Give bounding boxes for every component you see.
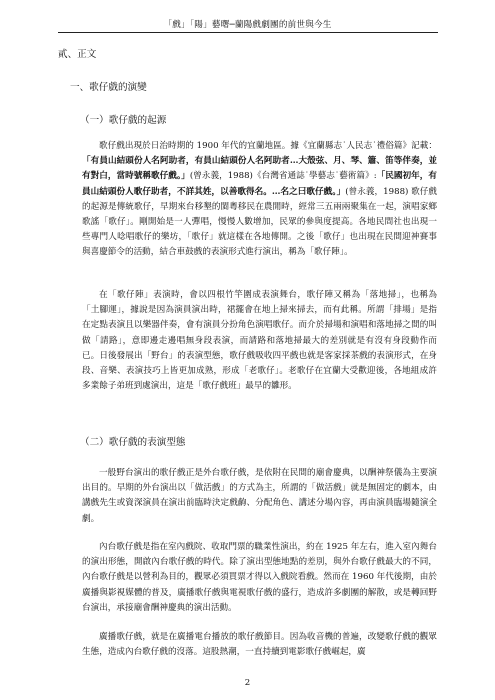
- para1-text-a: 歌仔戲出現於日治時期的 1900 年代的宜蘭地區。據《宜蘭縣志˙人民志˙禮俗篇》記載：: [99, 141, 437, 151]
- part1-heading: （一）歌仔戲的起源: [80, 115, 167, 126]
- page-number: 2: [244, 678, 251, 688]
- subsection-heading: 一、歌仔戲的演變: [70, 82, 147, 93]
- para1-text-c: (曾永義，1988) 歌仔戲的起源是傳統歌仔，早期來台移墾的閩粵移民在農閒時，經常三五兩兩聚集在一起，演唱家鄉歌謠「歌仔」。剛開始是一人彈唱，慢慢人數增加，民眾的參與度提高。各地民間社也出現一些專門人唸唱歌仔的樂坊，「歌仔」就這樣在各地傳開。之後「歌仔」也出現在民間迎神賽事與喜慶節令的活動，結合車鼓戲的表演形式進行演出，稱為「歌仔陣」。: [82, 186, 438, 258]
- para1-quote-2: 「民國初年，有員山結頭份人歌仔助者，不詳其姓，以善歌得名。…名之曰歌仔戲。」: [82, 171, 437, 197]
- section-heading: 貳、正文: [58, 49, 97, 60]
- para1-quote-1: 「有員山結頭份人名阿助者，有員山結頭份人名阿助者…大殼弦、月、琴、簫、笛等伴奏，並有對白，當時號稱歌仔戲。」: [82, 156, 437, 182]
- part1-paragraph-1: [82, 139, 437, 261]
- running-header: 「戲」「陽」藝曙─蘭陽戲劇團的前世與今生: [163, 20, 332, 30]
- part2-paragraph-3: 廣播歌仔戲，就是在廣播電台播放的歌仔戲節目。因為收音機的普遍，改變歌仔戲的觀眾生態，造成內台歌仔戲的沒落。這股熱潮，一直持續到電影歌仔戲崛起，廣: [82, 632, 437, 658]
- part2-heading: （二）歌仔戲的表演型態: [80, 437, 186, 448]
- part1-paragraph-2: 在「歌仔陣」表演時，會以四根竹竿圍成表演舞台，歌仔陣又稱為「落地掃」，也稱為「土腳運」，據說是因為演員演出時，裙擺會在地上掃來掃去，而有此稱。所謂「排場」是指在定點表演且以樂器伴奏，會有演員分扮角色演唱歌仔。而介於掃場和演唱和落地掃之間的叫做「請路」，意即邊走邊唱無身段表演，而請路和落地掃最大的差別就是有沒有身段動作而已。日後發展出「野台」的表演型態，歌仔戲吸收四平戲也就是客家採茶戲的表演形式，在身段、音樂、表演技巧上皆更加成熟，形成「老歌仔」。老歌仔在宜蘭大受歡迎後，各地組成許多業餘子弟班到處演出，這是「歌仔戲班」最早的雛形。: [82, 290, 437, 392]
- header-rule: [58, 32, 438, 33]
- para1-text-b: (曾永義，1988)《台灣省通誌˙學藝志˙藝術篇》:: [189, 171, 377, 182]
- part2-paragraph-2: 內台歌仔戲是指在室內戲院、收取門票的職業性演出，約在 1925 年左右，進入室內舞台的演出形態，開啟內台歌仔戲的時代。除了演出型態地點的差別，與外台歌仔戲最大的不同，內台歌仔戲是以營利為目的，觀眾必須買票才得以入戲院看戲。然而在 1960 年代後期，由於廣播與影視媒體的普及，廣播歌仔戲與電視歌仔戲的盛行，造成許多劇團的解散，或是轉回野台演出，承接廟會酬神慶典的演出活動。: [82, 542, 437, 613]
- part2-paragraph-1: 一般野台演出的歌仔戲正是外台歌仔戲，是依附在民間的廟會慶典，以酬神祭儀為主要演出目的。早期的外台演出以「做活戲」的方式為主，所謂的「做活戲」就是無固定的劇本，由講戲先生或資深演員在演出前臨時決定戲齣、分配角色、講述分場內容，再由演員臨場隨演全劇。: [82, 468, 437, 524]
